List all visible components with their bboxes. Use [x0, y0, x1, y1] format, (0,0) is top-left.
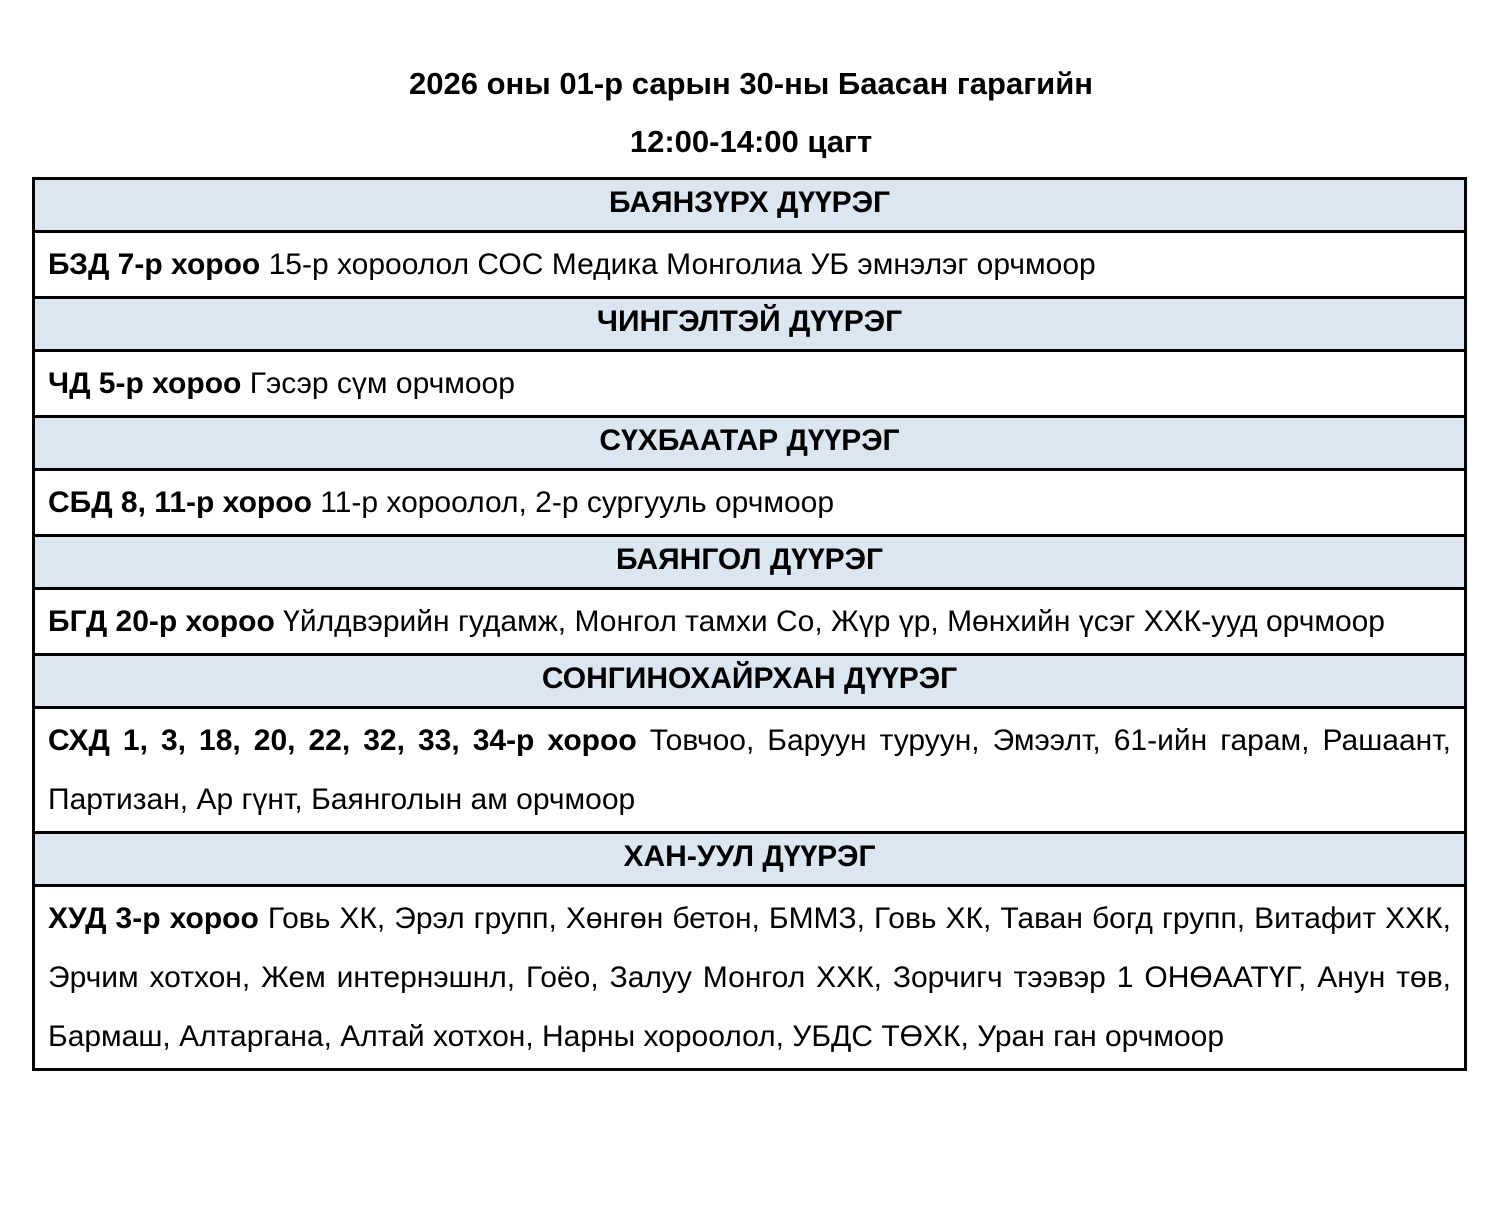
section-content-chingeltei	[34, 351, 1466, 417]
district-header-row	[34, 417, 1466, 470]
khoroo-label: ЧД 5-р хороо	[48, 367, 242, 400]
area-text: Товчоо, Баруун туруун, Эмээлт, 61-ийн гарам, Рашаант, Партизан, Ар гүнт, Баянголын ам орчмоор	[48, 724, 1451, 816]
section-content-row	[34, 351, 1466, 417]
khoroo-label: ХУД 3-р хороо	[48, 902, 259, 935]
section-content-row	[34, 886, 1466, 1070]
district-header-row	[34, 536, 1466, 589]
section-content-bayangol	[34, 589, 1466, 655]
section-content-row	[34, 708, 1466, 833]
area-text: Говь ХК, Эрэл групп, Хөнгөн бетон, БММЗ, Говь ХК, Таван богд групп, Витафит ХХК, Эрчим хотхон, Жем интернэшнл, Гоёо, Залуу Монгол ХХК, Зорчигч тээвэр 1 ОНӨААТҮГ, Анун төв, Бармаш, Алтаргана, Алтай хотхон, Нарны хороолол, УБДС ТӨХК, Уран ган орчмоор	[48, 902, 1451, 1053]
area-text: Үйлдвэрийн гудамж, Монгол тамхи Со, Жүр үр, Мөнхийн үсэг ХХК-ууд орчмоор	[283, 605, 1385, 638]
district-header-row	[34, 179, 1466, 232]
section-content-bayanzurkh	[34, 232, 1466, 298]
document-title-line1: 2026 оны 01-р сарын 30-ны Баасан гарагийн	[409, 66, 1093, 101]
section-content-row	[34, 589, 1466, 655]
district-header-bayangol: БАЯНГОЛ ДҮҮРЭГ	[34, 536, 1466, 589]
document-title-line2: 12:00-14:00 цагт	[629, 124, 873, 159]
section-content-khan-uul	[34, 886, 1466, 1070]
khoroo-label: СХД 1, 3, 18, 20, 22, 32, 33, 34-р хороо	[48, 724, 637, 757]
section-content-row	[34, 470, 1466, 536]
khoroo-label: СБД 8, 11-р хороо	[48, 486, 312, 519]
district-header-bayanzurkh: БАЯНЗҮРХ ДҮҮРЭГ	[34, 179, 1466, 232]
area-text: Гэсэр сүм орчмоор	[249, 367, 515, 400]
outage-schedule-table	[32, 177, 1467, 1071]
khoroo-label: БЗД 7-р хороо	[48, 248, 261, 281]
district-header-khan-uul: ХАН-УУЛ ДҮҮРЭГ	[34, 833, 1466, 886]
area-text: 11-р хороолол, 2-р сургууль орчмоор	[320, 486, 834, 519]
area-text: 15-р хороолол СОС Медика Монголиа УБ эмнэлэг орчмоор	[268, 248, 1096, 281]
khoroo-label: БГД 20-р хороо	[48, 605, 275, 638]
district-header-row	[34, 833, 1466, 886]
district-header-chingeltei: ЧИНГЭЛТЭЙ ДҮҮРЭГ	[34, 298, 1466, 351]
district-header-sukhbaatar: СҮХБААТАР ДҮҮРЭГ	[34, 417, 1466, 470]
section-content-songinokhairkhan	[34, 708, 1466, 833]
district-header-row	[34, 298, 1466, 351]
section-content-row	[34, 232, 1466, 298]
district-header-songinokhairkhan: СОНГИНОХАЙРХАН ДҮҮРЭГ	[34, 655, 1466, 708]
district-header-row	[34, 655, 1466, 708]
section-content-sukhbaatar	[34, 470, 1466, 536]
